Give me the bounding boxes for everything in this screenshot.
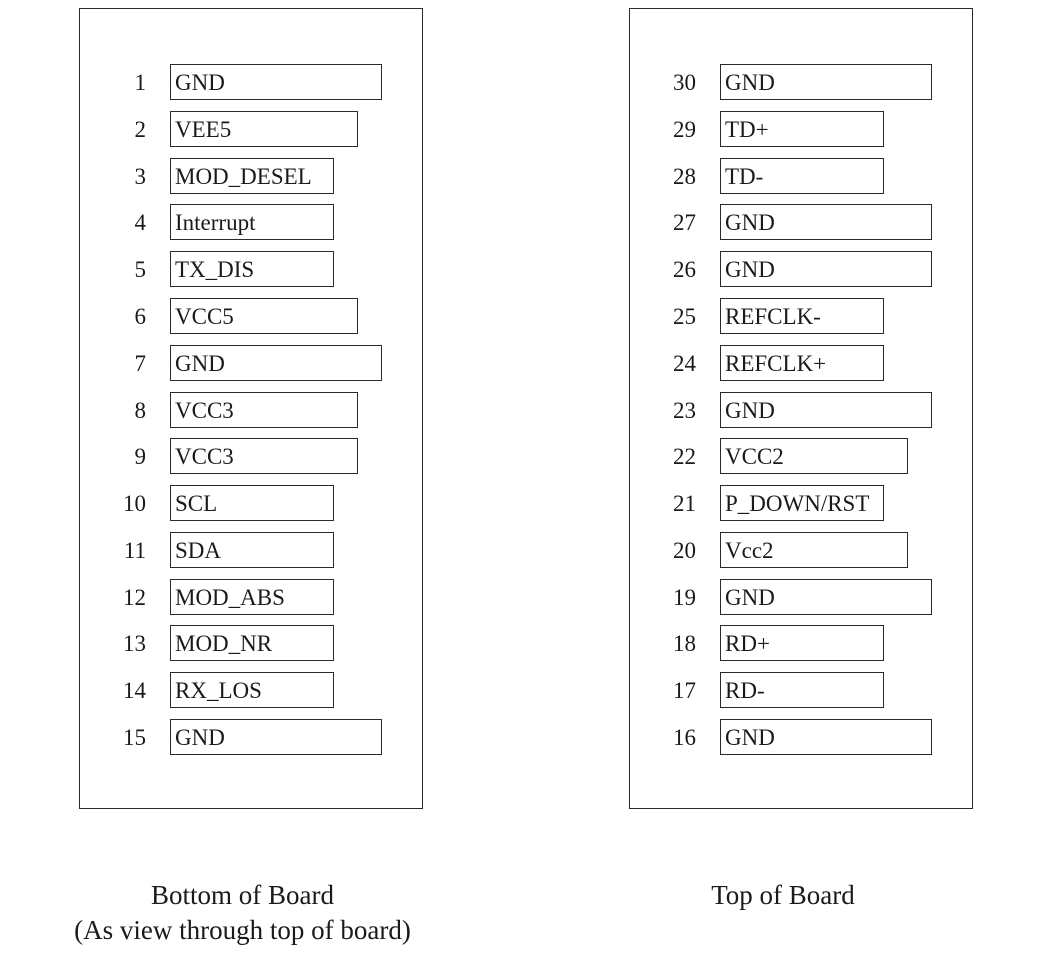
pin-label-box (720, 392, 932, 428)
pin-label-box (170, 298, 358, 334)
pin-label: VCC3 (175, 444, 234, 469)
pin-label: VCC3 (175, 398, 234, 423)
pin-label: MOD_DESEL (175, 164, 312, 189)
pin-label: REFCLK+ (725, 351, 827, 376)
pin-row (630, 64, 972, 100)
pin-label: TD- (725, 164, 764, 189)
pin-number: 8 (134, 398, 146, 423)
pin-label: GND (725, 585, 775, 610)
pin-row (630, 251, 972, 287)
pin-number: 28 (673, 164, 696, 189)
pin-label: MOD_NR (175, 631, 273, 656)
pin-label-box (720, 204, 932, 240)
pin-label: RD+ (725, 631, 770, 656)
pin-label: SDA (175, 538, 222, 563)
pin-number: 15 (123, 725, 146, 750)
pin-label-box (170, 438, 358, 474)
pin-label-box (170, 251, 334, 287)
pin-number: 25 (673, 304, 696, 329)
pin-row (80, 392, 422, 428)
pin-row (630, 719, 972, 755)
pin-number: 30 (673, 70, 696, 95)
pin-label: GND (175, 725, 225, 750)
pin-label-box (170, 158, 334, 194)
pin-label: TD+ (725, 117, 769, 142)
pin-label-box (170, 64, 382, 100)
pin-label: GND (725, 70, 775, 95)
pin-row (630, 204, 972, 240)
pin-label: REFCLK- (725, 304, 821, 329)
pin-label-box (720, 625, 884, 661)
bottom-board-diagram (79, 8, 423, 809)
pin-label-box (170, 532, 334, 568)
pin-number: 16 (673, 725, 696, 750)
pin-row (80, 485, 422, 521)
pin-label: RD- (725, 678, 765, 703)
bottom-board-caption (40, 878, 445, 948)
pin-label-box (170, 392, 358, 428)
pin-label: VEE5 (175, 117, 232, 142)
pin-label: GND (175, 351, 225, 376)
pin-row (630, 625, 972, 661)
pin-label: GND (725, 257, 775, 282)
pin-row (630, 438, 972, 474)
pin-label-box (170, 345, 382, 381)
pin-row (80, 64, 422, 100)
pin-label-box (720, 251, 932, 287)
pin-row (630, 579, 972, 615)
pin-number: 13 (123, 631, 146, 656)
pin-number: 7 (134, 351, 146, 376)
pin-label: TX_DIS (175, 257, 255, 282)
pin-label-box (720, 532, 908, 568)
pin-label-box (720, 298, 884, 334)
pin-row (630, 345, 972, 381)
bottom-caption-line1: Bottom of Board (151, 880, 334, 910)
pin-label: MOD_ABS (175, 585, 285, 610)
pin-label: VCC2 (725, 444, 784, 469)
pin-label-box (720, 719, 932, 755)
pin-row (80, 111, 422, 147)
pin-number: 6 (134, 304, 146, 329)
pin-label: Interrupt (175, 210, 256, 235)
bottom-caption-line2: (As view through top of board) (74, 915, 411, 945)
pin-number: 24 (673, 351, 696, 376)
pin-row (80, 251, 422, 287)
top-caption-line1: Top of Board (711, 880, 855, 910)
pin-number: 1 (134, 70, 146, 95)
pin-number: 10 (123, 491, 146, 516)
pin-row (630, 111, 972, 147)
pin-number: 29 (673, 117, 696, 142)
top-board-caption (600, 878, 966, 913)
pin-row (80, 438, 422, 474)
pin-label-box (720, 579, 932, 615)
pin-row (630, 532, 972, 568)
pin-label: Vcc2 (725, 538, 774, 563)
pin-label: P_DOWN/RST (725, 491, 870, 516)
pin-number: 18 (673, 631, 696, 656)
pin-number: 14 (123, 678, 146, 703)
pin-number: 3 (134, 164, 146, 189)
pin-label-box (720, 438, 908, 474)
pin-number: 23 (673, 398, 696, 423)
pin-label-box (170, 579, 334, 615)
pin-label-box (170, 204, 334, 240)
pin-row (630, 298, 972, 334)
pin-label-box (720, 111, 884, 147)
pin-row (80, 579, 422, 615)
pin-number: 4 (134, 210, 146, 235)
pin-label: GND (725, 398, 775, 423)
pin-label: GND (725, 725, 775, 750)
pin-row (630, 485, 972, 521)
pin-label-box (170, 111, 358, 147)
pin-number: 12 (123, 585, 146, 610)
pin-number: 22 (673, 444, 696, 469)
pin-number: 11 (123, 538, 146, 563)
top-board-diagram (629, 8, 973, 809)
pin-label-box (720, 672, 884, 708)
pin-number: 26 (673, 257, 696, 282)
pin-number: 27 (673, 210, 696, 235)
pin-label-box (170, 719, 382, 755)
pin-row (630, 392, 972, 428)
pin-label: GND (725, 210, 775, 235)
pin-number: 9 (134, 444, 146, 469)
pin-label: RX_LOS (175, 678, 262, 703)
pin-label: VCC5 (175, 304, 234, 329)
pin-number: 19 (673, 585, 696, 610)
pin-label-box (720, 345, 884, 381)
pin-row (630, 672, 972, 708)
pin-number: 20 (673, 538, 696, 563)
pin-label: GND (175, 70, 225, 95)
pin-label-box (720, 64, 932, 100)
pin-label-box (170, 672, 334, 708)
pin-row (80, 345, 422, 381)
pin-row (80, 298, 422, 334)
pin-row (80, 204, 422, 240)
pin-label-box (720, 158, 884, 194)
pin-number: 2 (134, 117, 146, 142)
pin-row (80, 672, 422, 708)
pin-number: 21 (673, 491, 696, 516)
pin-label-box (720, 485, 884, 521)
pin-row (80, 625, 422, 661)
pin-number: 5 (134, 257, 146, 282)
pin-label-box (170, 485, 334, 521)
pin-row (80, 158, 422, 194)
pin-label-box (170, 625, 334, 661)
pin-row (630, 158, 972, 194)
pin-number: 17 (673, 678, 696, 703)
pin-label: SCL (175, 491, 218, 516)
pin-row (80, 532, 422, 568)
pin-row (80, 719, 422, 755)
